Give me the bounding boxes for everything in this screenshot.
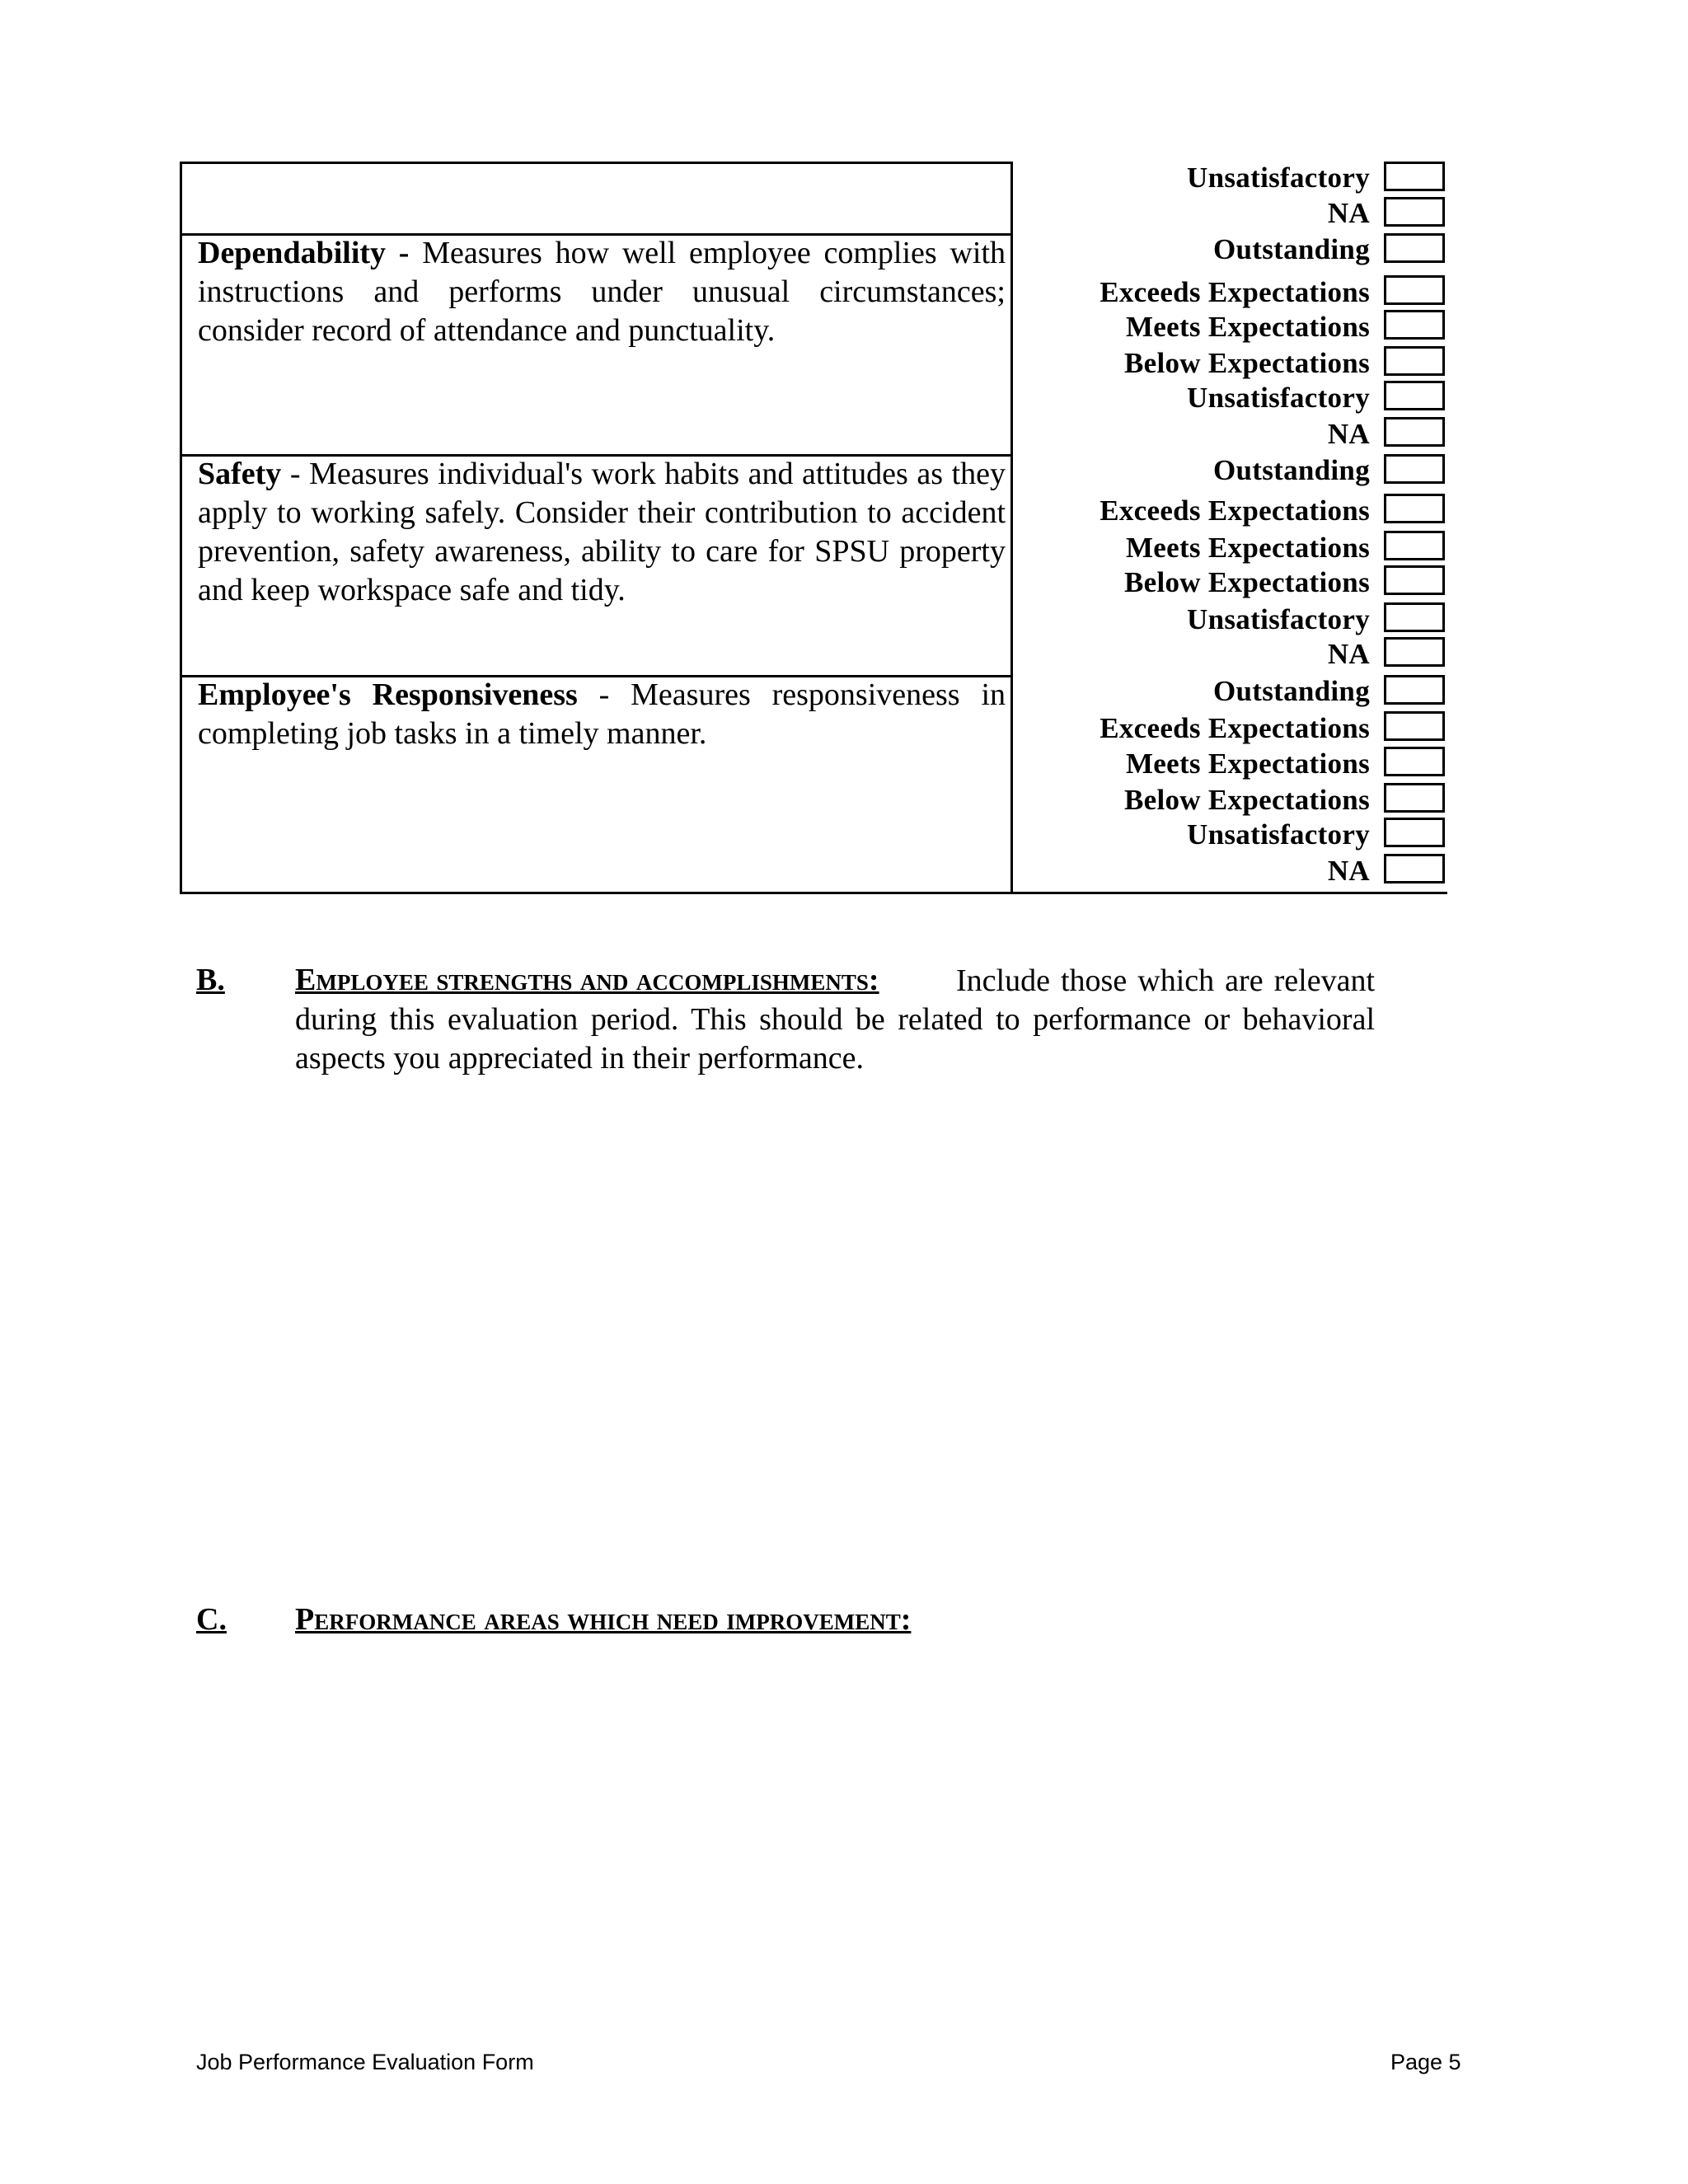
rating-checkbox[interactable] — [1384, 417, 1445, 447]
rating-label-meets: Meets Expectations — [1125, 311, 1370, 343]
rating-label-unsatisfactory: Unsatisfactory — [1187, 603, 1370, 635]
rating-checkbox[interactable] — [1384, 494, 1445, 523]
table-border-bottom — [180, 892, 1447, 894]
rating-label-exceeds: Exceeds Expectations — [1100, 712, 1370, 744]
row-description-responsiveness: Employee's Responsiveness - Measures responsiveness in completing job tasks in a timely manner. — [198, 677, 1006, 751]
rating-checkbox[interactable] — [1384, 854, 1445, 883]
rating-label-outstanding: Outstanding — [1212, 233, 1370, 265]
rating-label-outstanding: Outstanding — [1212, 675, 1370, 707]
footer-form-title: Job Performance Evaluation Form — [196, 2050, 534, 2074]
section-c-letter: C. — [196, 1602, 227, 1637]
rating-checkbox[interactable] — [1384, 711, 1445, 741]
table-border-top — [180, 162, 1012, 164]
rating-checkbox[interactable] — [1384, 275, 1445, 305]
rating-label-unsatisfactory: Unsatisfactory — [1187, 818, 1370, 851]
table-column-divider — [1010, 162, 1013, 894]
rating-checkbox[interactable] — [1384, 346, 1445, 376]
rating-label-na: NA — [1327, 855, 1370, 887]
rating-checkbox[interactable] — [1384, 233, 1445, 263]
rating-label-outstanding: Outstanding — [1212, 454, 1370, 486]
rating-checkbox[interactable] — [1384, 197, 1445, 227]
rating-label-exceeds: Exceeds Expectations — [1100, 276, 1370, 308]
rating-label-meets: Meets Expectations — [1125, 748, 1370, 780]
row-description-safety: Safety - Measures individual's work habits and attitudes as they apply to working safely. Consider their contribution to accident prevention, safety awareness, ability to care for SPSU property and keep workspace safe and tidy. — [198, 457, 1006, 607]
rating-label-below: Below Expectations — [1123, 784, 1370, 816]
rating-checkbox[interactable] — [1384, 747, 1445, 776]
rating-checkbox[interactable] — [1384, 531, 1445, 560]
rating-checkbox[interactable] — [1384, 602, 1445, 632]
rating-label-unsatisfactory: Unsatisfactory — [1187, 382, 1370, 414]
rating-label-na: NA — [1327, 197, 1370, 229]
section-b-heading: Employee strengths and accomplishments: — [295, 963, 879, 997]
rating-checkbox[interactable] — [1384, 675, 1445, 705]
section-c-heading: Performance areas which need improvement: — [295, 1602, 912, 1637]
rating-label-na: NA — [1327, 418, 1370, 450]
rating-checkbox[interactable] — [1384, 310, 1445, 340]
rating-checkbox[interactable] — [1384, 162, 1445, 191]
rating-checkbox[interactable] — [1384, 783, 1445, 813]
section-b-instructions: Include those which are relevant during this evaluation period. This should be related to performance or behavioral aspects you appreciated in their performance. — [295, 963, 1375, 1076]
rating-label-unsatisfactory: Unsatisfactory — [1187, 162, 1370, 194]
rating-table — [180, 162, 1447, 894]
section-b-letter: B. — [196, 963, 225, 997]
table-border-left — [180, 162, 182, 894]
rating-label-exceeds: Exceeds Expectations — [1100, 494, 1370, 527]
rating-checkbox[interactable] — [1384, 565, 1445, 595]
rating-label-below: Below Expectations — [1123, 347, 1370, 379]
rating-label-meets: Meets Expectations — [1125, 532, 1370, 564]
rating-checkbox[interactable] — [1384, 381, 1445, 410]
footer-page-number: Page 5 — [1390, 2050, 1461, 2074]
rating-label-below: Below Expectations — [1123, 566, 1370, 598]
rating-label-na: NA — [1327, 638, 1370, 670]
rating-checkbox[interactable] — [1384, 637, 1445, 667]
rating-checkbox[interactable] — [1384, 454, 1445, 484]
row-description-dependability: Dependability - Measures how well employee complies with instructions and performs under unusual circumstances; consider record of attendance and punctuality. — [198, 236, 1006, 348]
rating-checkbox[interactable] — [1384, 818, 1445, 847]
